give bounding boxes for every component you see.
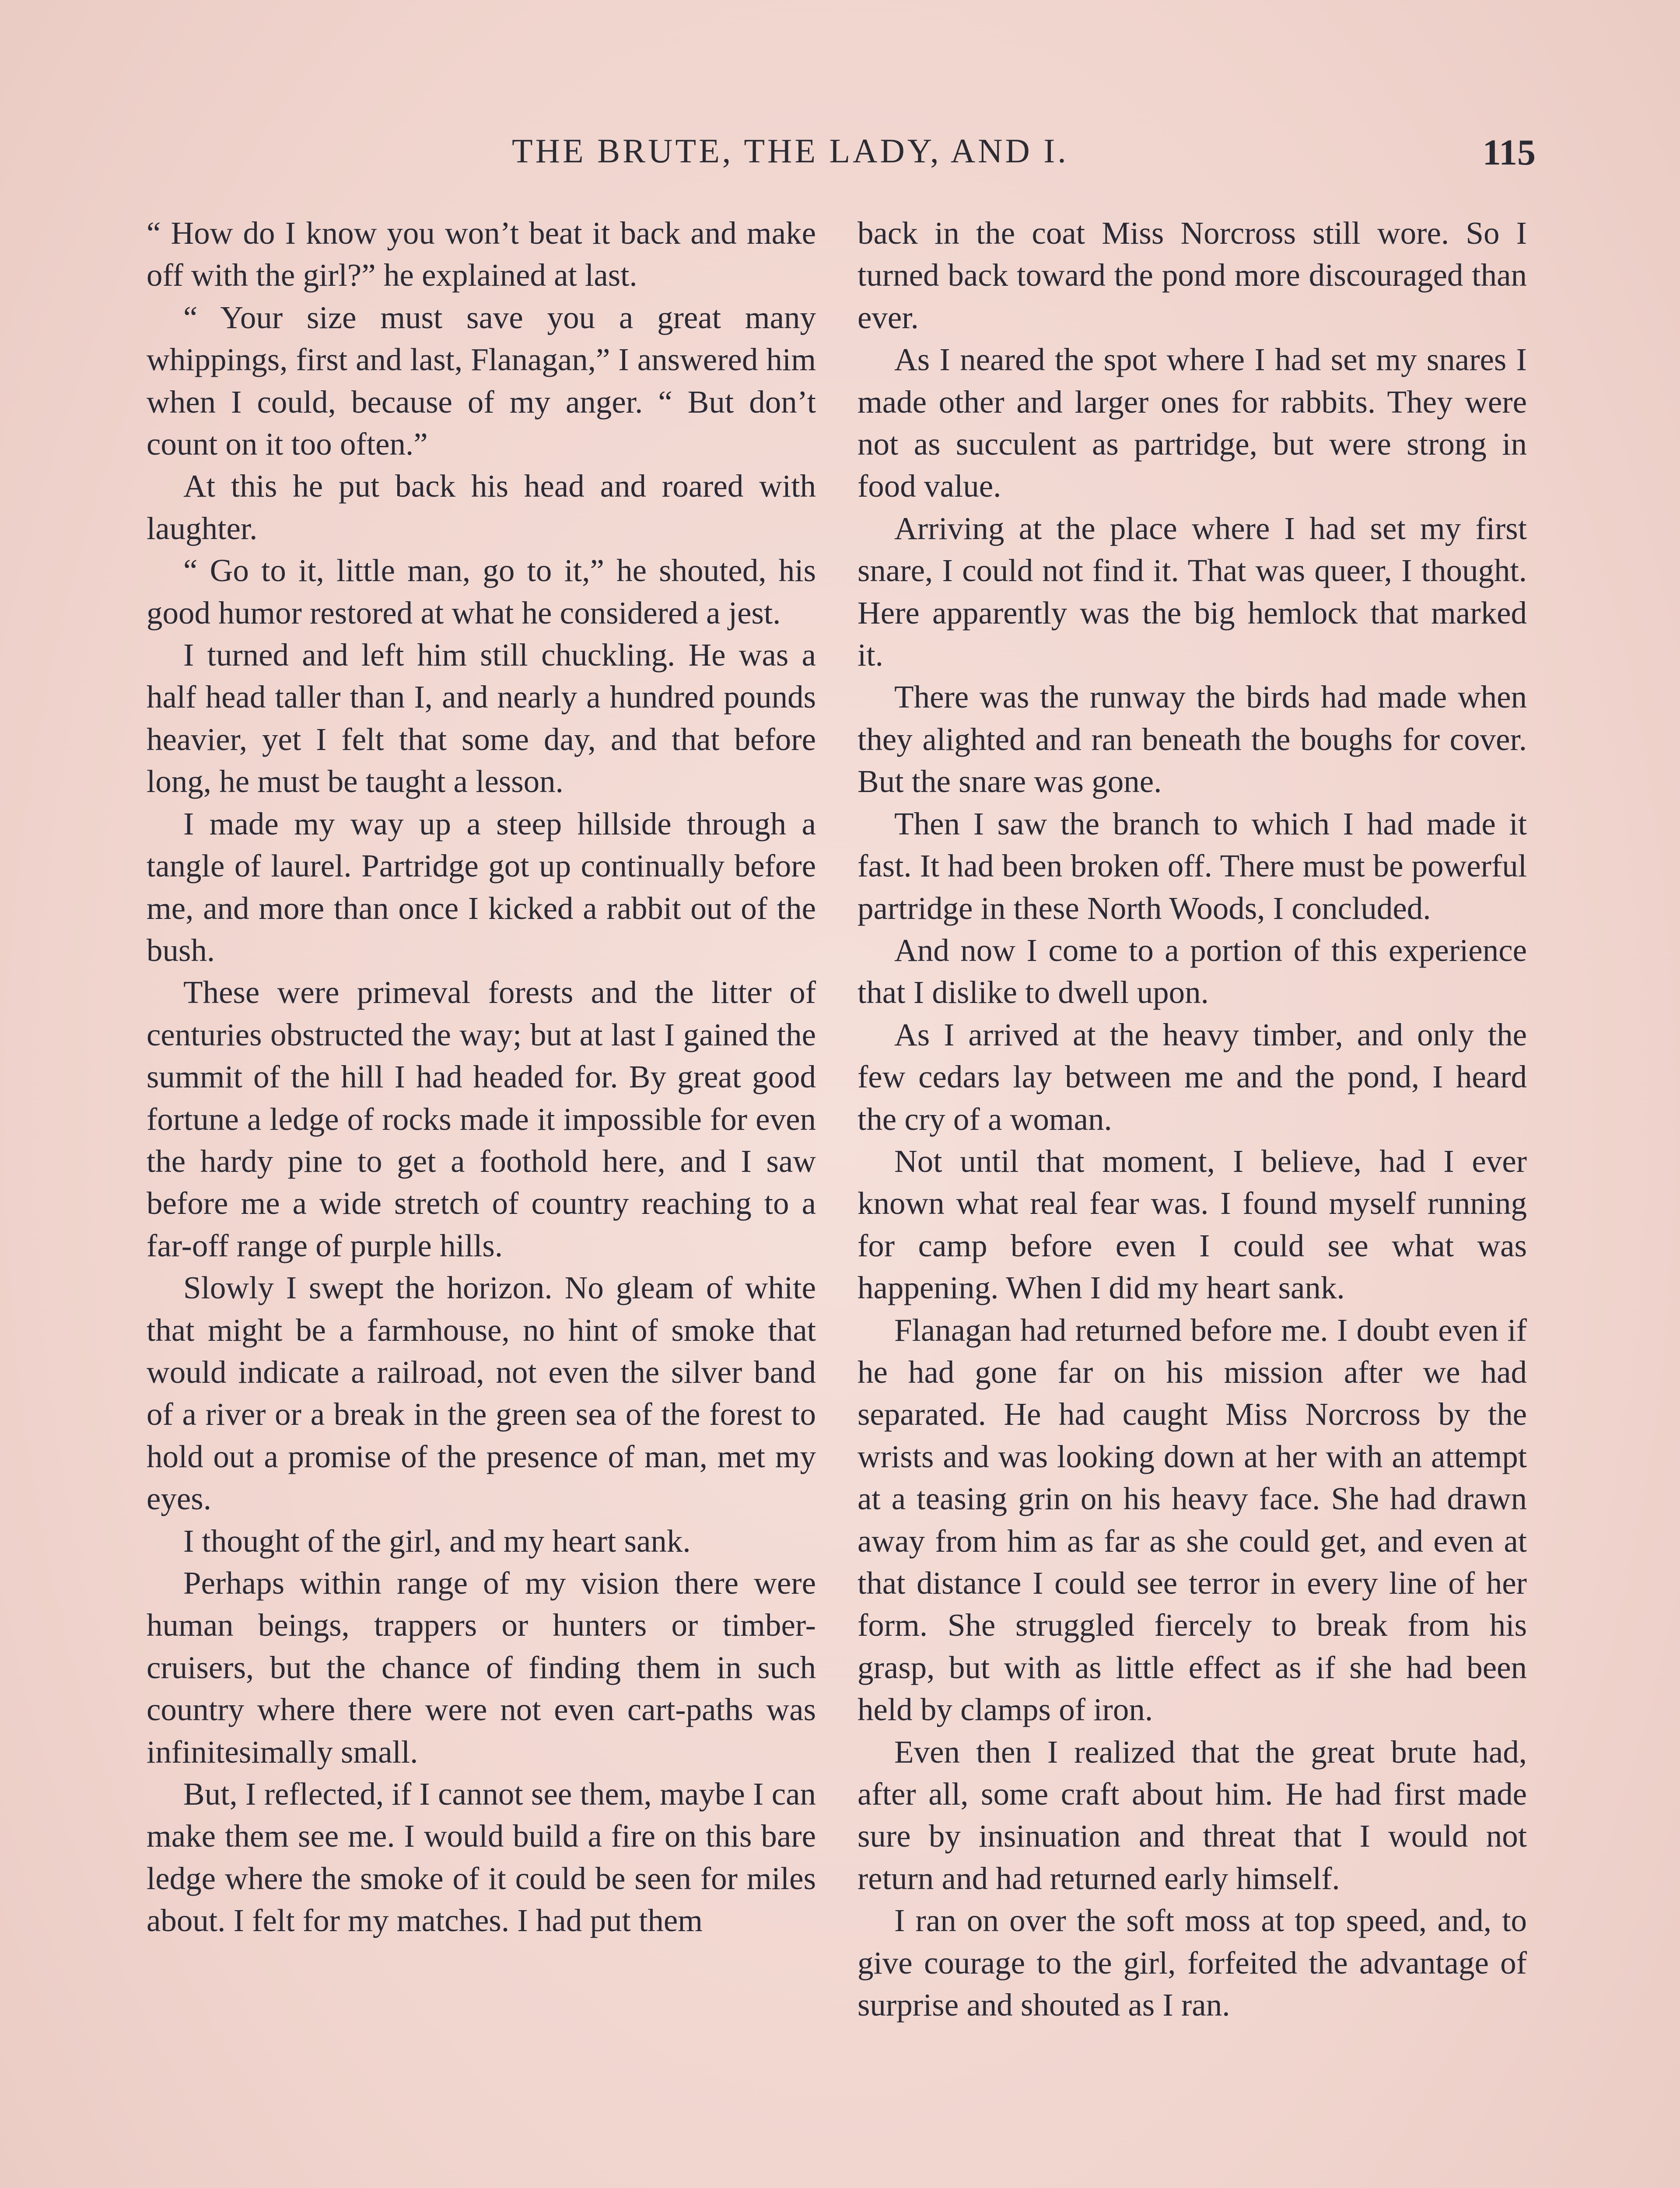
paragraph: Then I saw the branch to which I had made it fast. It had been broken off. There must be powerful partridge in these North Woods, I concluded. [858,806,1527,926]
running-head: THE BRUTE, THE LADY, AND I. [512,132,1069,170]
paragraph: Flanagan had returned before me. I doubt even if he had gone far on his mission after we had separated. He had caught Miss Norcross by the wrists and was looking down at her with an attempt at a teasing grin on his heavy face. She had drawn away from him as far as she could get, and even at that distance I could see terror in every line of her form. She struggled fiercely to break from his grasp, but with as little effect as if she had been held by clamps of iron. [858,1312,1527,1728]
paragraph: Perhaps within range of my vision there were human beings, trappers or hunters or timber-cruisers, but the chance of finding them in such country where there were not even cart-paths was infinitesimally small. [147,1565,816,1770]
paragraph: “ Your size must save you a great many whippings, first and last, Flanagan,” I answered him when I could, because of my anger. “ But don’t count on it too often.” [147,299,816,462]
paragraph: “ How do I know you won’t beat it back and make off with the girl?” he explained at last. [147,215,816,293]
paragraph: There was the runway the birds had made when they alighted and ran beneath the boughs for cover. But the snare was gone. [858,679,1527,799]
right-column [858,212,1527,2026]
paragraph: I ran on over the soft moss at top speed, and, to give courage to the girl, forfeited the advantage of surprise and shouted as I ran. [858,1903,1527,2023]
paragraph: “ Go to it, little man, go to it,” he shouted, his good humor restored at what he considered a jest. [147,553,816,631]
paragraph: I made my way up a steep hillside through a tangle of laurel. Partridge got up continually before me, and more than once I kicked a rabbit out of the bush. [147,806,816,968]
paragraph: Even then I realized that the great brute had, after all, some craft about him. He had first made sure by insinuation and threat that I would not return and had returned early himself. [858,1734,1527,1896]
left-column [147,212,816,1942]
paragraph: And now I come to a portion of this experience that I dislike to dwell upon. [858,932,1527,1010]
page-number: 115 [1482,132,1536,173]
paragraph: As I arrived at the heavy timber, and only the few cedars lay between me and the pond, I heard the cry of a woman. [858,1017,1527,1137]
paragraph: I thought of the girl, and my heart sank. [183,1523,691,1559]
paragraph: Not until that moment, I believe, had I ever known what real fear was. I found myself running for camp before even I could see what was happening. When I did my heart sank. [858,1143,1527,1306]
paragraph: As I neared the spot where I had set my snares I made other and larger ones for rabbits. They were not as succulent as partridge, but were strong in food value. [858,342,1527,504]
paragraph: Slowly I swept the horizon. No gleam of white that might be a farmhouse, no hint of smoke that would indicate a railroad, not even the silver band of a river or a break in the green sea of the forest to hold out a promise of the presence of man, met my eyes. [147,1270,816,1517]
paragraph: Arriving at the place where I had set my first snare, I could not find it. That was queer, I thought. Here apparently was the big hemlock that marked it. [858,510,1527,673]
page-header [149,131,1536,184]
paragraph: These were primeval forests and the litter of centuries obstructed the way; but at last I gained the summit of the hill I had headed for. By great good fortune a ledge of rocks made it impossible for even the hardy pine to get a foothold here, and I saw before me a wide stretch of country reaching to a far-off range of purple hills. [147,975,816,1263]
paragraph: back in the coat Miss Norcross still wore. So I turned back toward the pond more discouraged than ever. [858,215,1527,335]
paragraph: At this he put back his head and roared with laughter. [147,468,816,546]
paragraph: I turned and left him still chuckling. He was a half head taller than I, and nearly a hundred pounds heavier, yet I felt that some day, and that before long, he must be taught a lesson. [147,637,816,799]
paragraph: But, I reflected, if I cannot see them, maybe I can make them see me. I would build a fire on this bare ledge where the smoke of it could be seen for miles about. I felt for my matches. I had put them [147,1776,816,1939]
